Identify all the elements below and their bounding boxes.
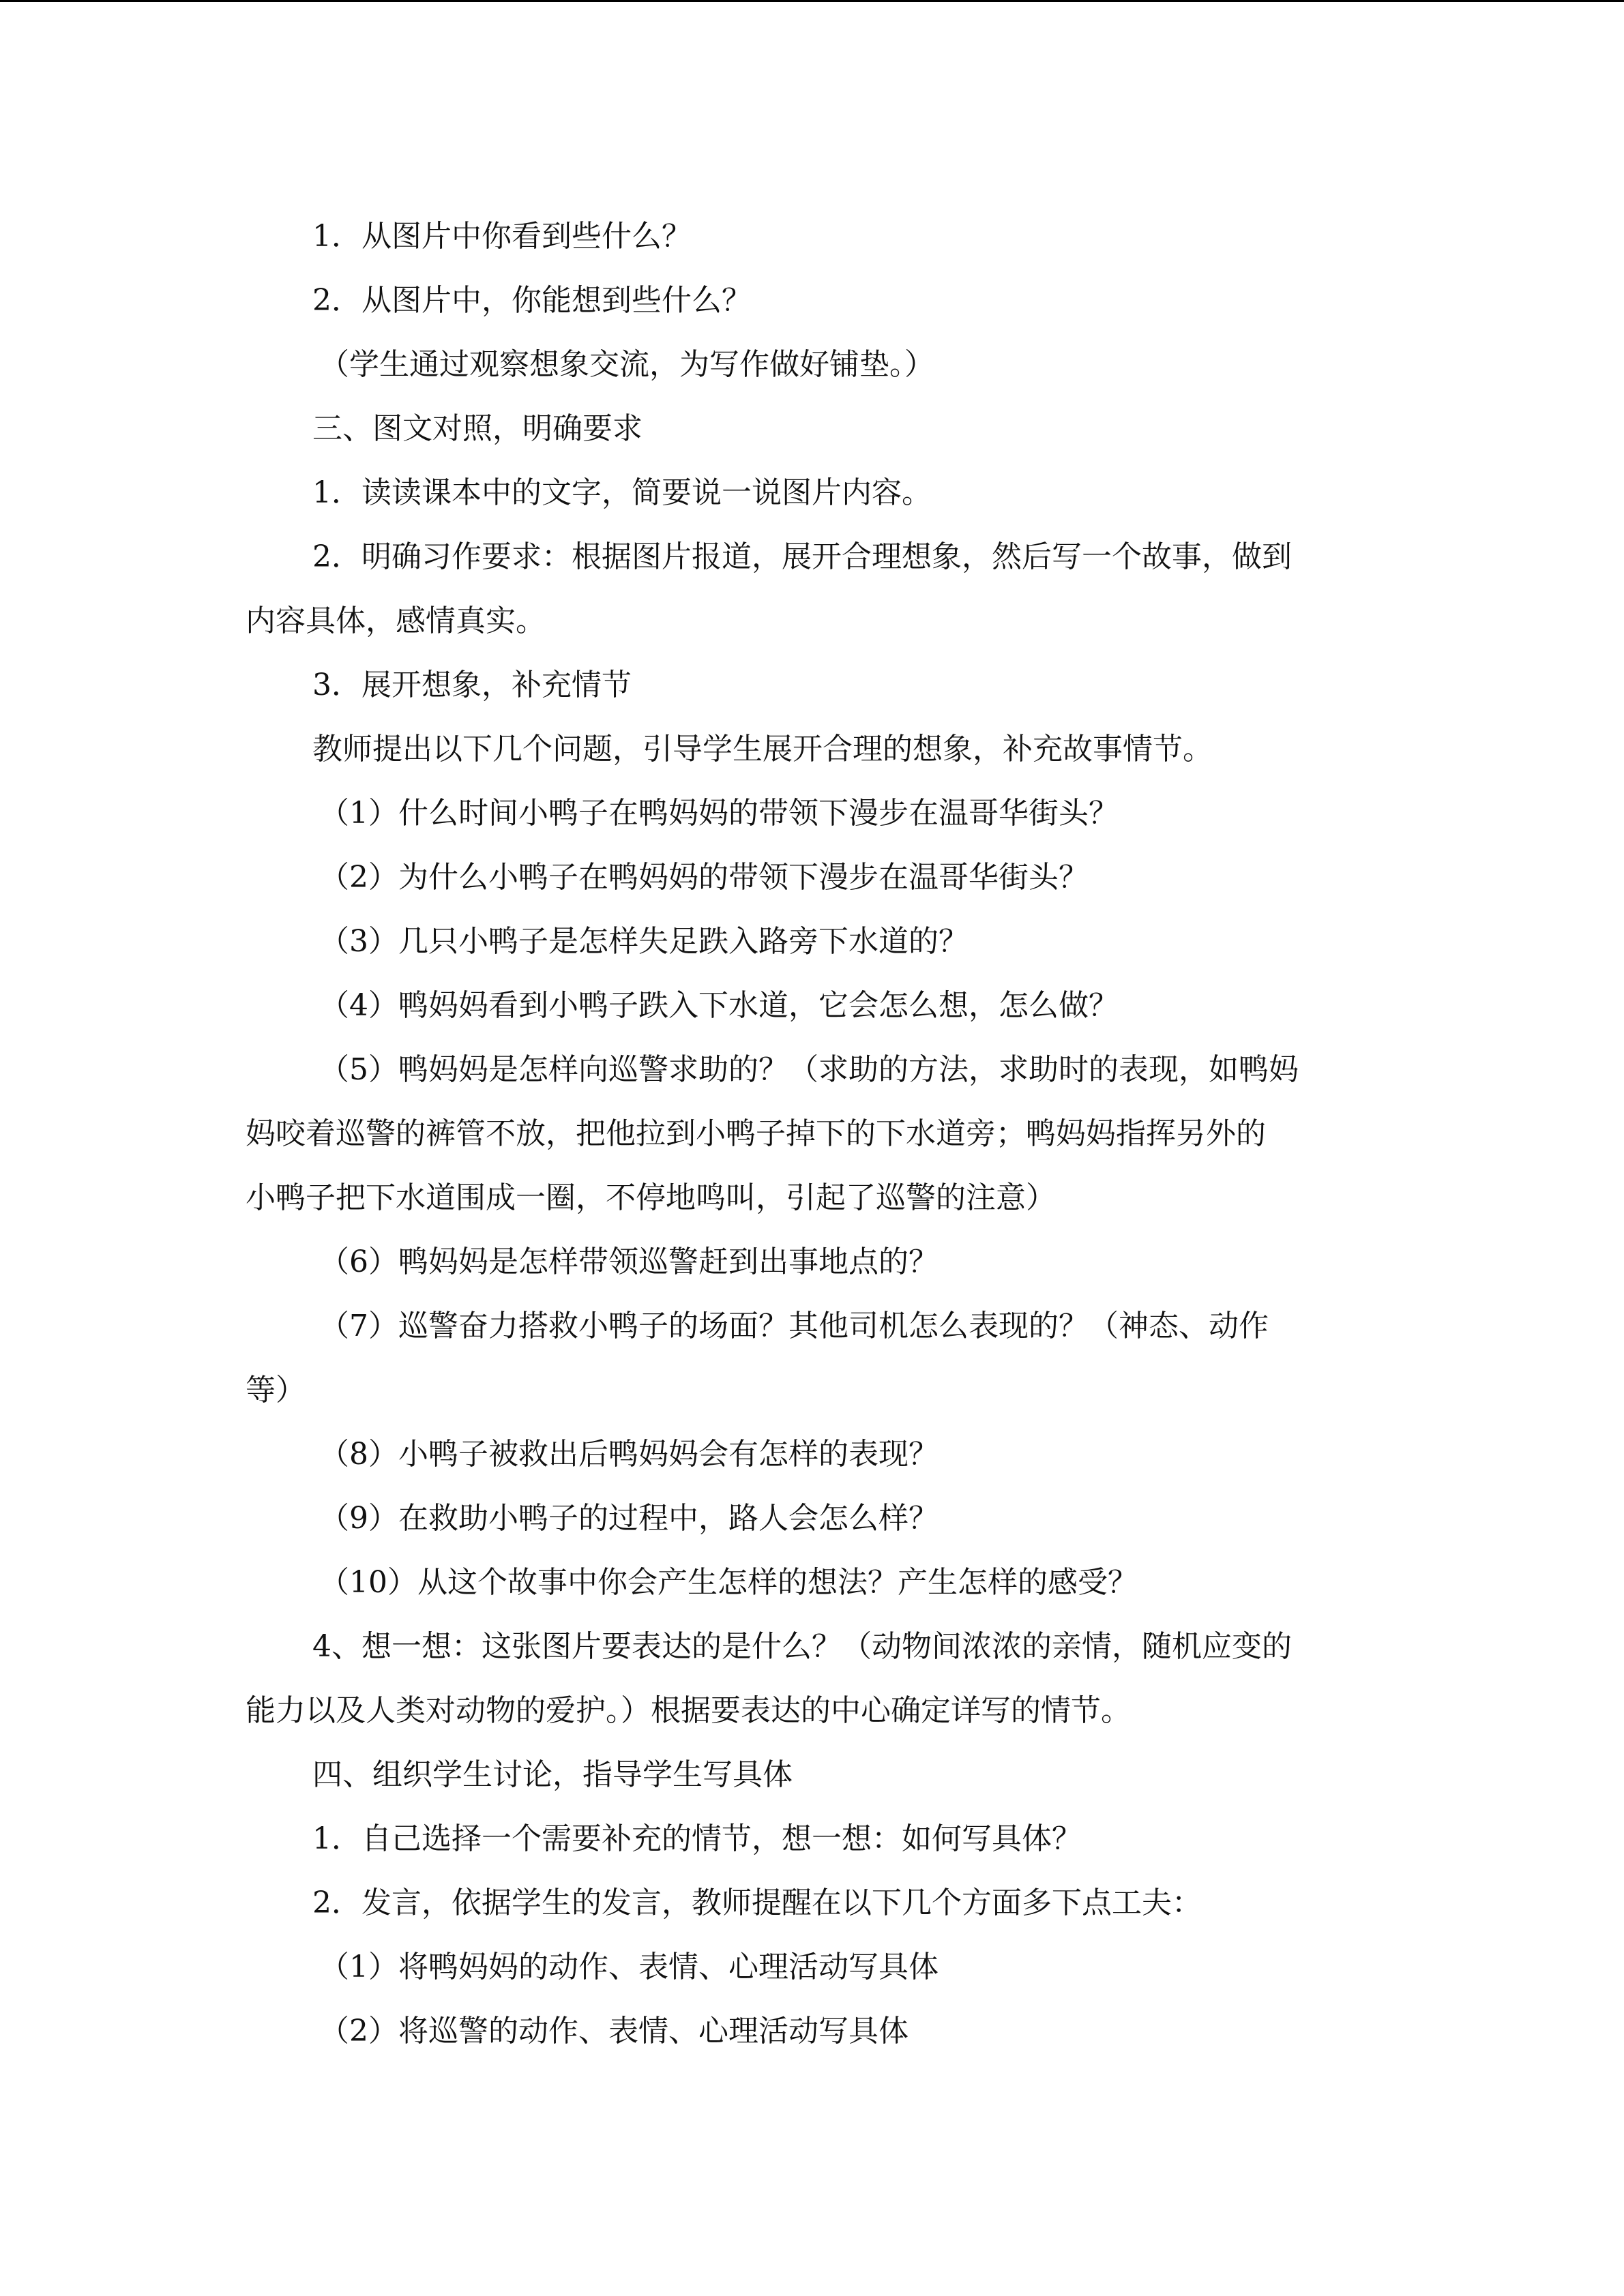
question-item [246,1935,1378,1999]
line-text: （5）鸭妈妈是怎样向巡警求助的？（求助的方法，求助时的表现，如鸭妈 [319,1052,1299,1087]
line-text: 3．展开想象，补充情节 [312,668,632,702]
paragraph-line [246,1102,1378,1166]
line-text: （1）什么时间小鸭子在鸭妈妈的带领下漫步在温哥华街头？ [319,796,1119,831]
question-item [246,846,1378,910]
paragraph-line [246,525,1378,589]
paragraph-line [246,1166,1378,1230]
line-text: （3）几只小鸭子是怎样失足跌入路旁下水道的？ [319,924,969,959]
line-text: （学生通过观察想象交流，为写作做好铺垫。） [319,347,934,382]
line-text: 小鸭子把下水道围成一圈，不停地鸣叫，引起了巡警的注意） [246,1180,1056,1215]
question-item [246,1551,1378,1615]
question-item [246,1422,1378,1487]
line-text: 2．明确习作要求：根据图片报道，展开合理想象，然后写一个故事，做到 [312,539,1292,574]
line-text: （8）小鸭子被救出后鸭妈妈会有怎样的表现？ [319,1437,939,1472]
paragraph-line [246,205,1378,269]
question-item [246,1230,1378,1294]
line-text: （6）鸭妈妈是怎样带领巡警赶到出事地点的？ [319,1244,939,1279]
document-body [246,205,1378,2063]
paragraph-line [246,1679,1378,1743]
line-text: 4、想一想：这张图片要表达的是什么？（动物间浓浓的亲情，随机应变的 [312,1629,1292,1664]
line-text: （7）巡警奋力搭救小鸭子的场面？其他司机怎么表现的？（神态、动作 [319,1309,1269,1343]
section-heading [246,397,1378,461]
line-text: （1）将鸭妈妈的动作、表情、心理活动写具体 [319,1950,939,1984]
paragraph-line [246,333,1378,397]
paragraph-line [246,589,1378,653]
paragraph-line [246,653,1378,717]
question-item [246,910,1378,974]
question-item [246,1294,1378,1358]
paragraph-line [246,1807,1378,1871]
section-heading [246,1743,1378,1807]
line-text: 四、组织学生讨论，指导学生写具体 [312,1757,793,1792]
question-item [246,1999,1378,2063]
paragraph-line [246,461,1378,525]
line-text: （10）从这个故事中你会产生怎样的想法？产生怎样的感受？ [319,1565,1138,1600]
line-text: （2）为什么小鸭子在鸭妈妈的带领下漫步在温哥华街头？ [319,860,1089,895]
line-text: 内容具体，感情真实。 [246,603,546,638]
paragraph-line [246,1615,1378,1679]
question-item [246,1038,1378,1102]
paragraph-line [246,1358,1378,1422]
line-text: 等） [246,1373,306,1407]
paragraph-line [246,717,1378,781]
line-text: 2．发言，依据学生的发言，教师提醒在以下几个方面多下点工夫： [312,1885,1202,1920]
line-text: （2）将巡警的动作、表情、心理活动写具体 [319,2014,909,2048]
line-text: （4）鸭妈妈看到小鸭子跌入下水道，它会怎么想，怎么做？ [319,988,1119,1023]
line-text: 能力以及人类对动物的爱护。）根据要表达的中心确定详写的情节。 [246,1693,1131,1728]
line-text: （9）在救助小鸭子的过程中，路人会怎么样？ [319,1501,939,1536]
line-text: 教师提出以下几个问题，引导学生展开合理的想象，补充故事情节。 [312,732,1213,766]
paragraph-line [246,1871,1378,1935]
line-text: 妈咬着巡警的裤管不放，把他拉到小鸭子掉下的下水道旁；鸭妈妈指挥另外的 [246,1116,1266,1151]
paragraph-line [246,269,1378,333]
question-item [246,1487,1378,1551]
line-text: 1．从图片中你看到些什么？ [312,219,692,254]
line-text: 1．读读课本中的文字，简要说一说图片内容。 [312,475,932,510]
line-text: 1．自己选择一个需要补充的情节，想一想：如何写具体？ [312,1821,1082,1856]
line-text: 2．从图片中，你能想到些什么？ [312,283,752,318]
line-text: 三、图文对照，明确要求 [312,411,643,446]
question-item [246,781,1378,846]
top-border-rule [0,0,1624,2]
question-item [246,974,1378,1038]
